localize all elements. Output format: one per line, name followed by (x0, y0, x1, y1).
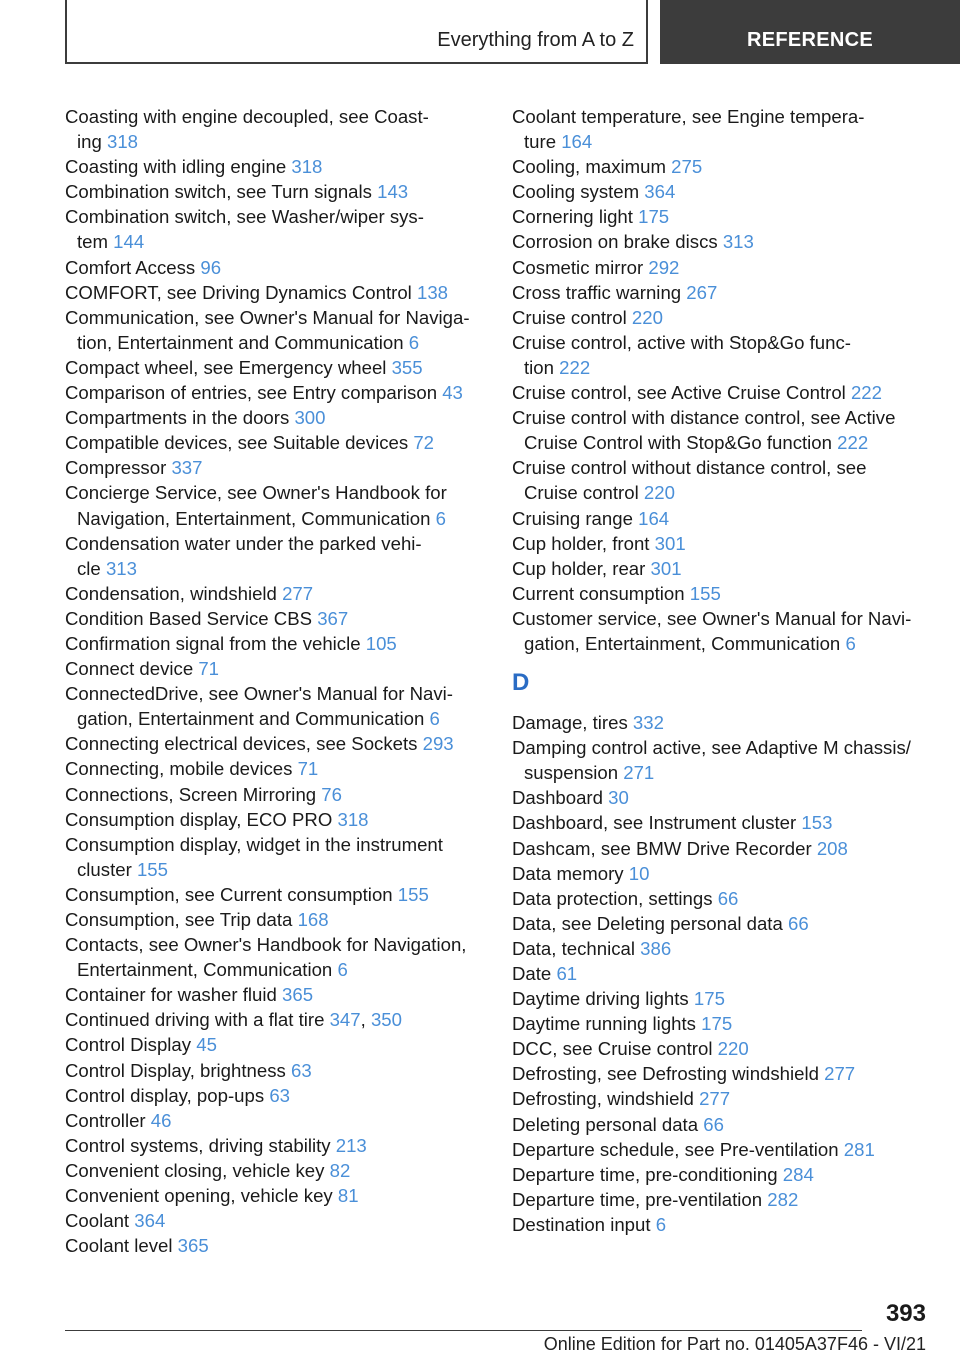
index-entry (512, 936, 937, 961)
entry-text: Departure schedule, see Pre-ventilation (512, 1138, 839, 1160)
page-reference-link[interactable]: 220 (643, 482, 675, 504)
index-entry (65, 882, 485, 907)
index-entry (65, 179, 485, 204)
entry-text: suspension (524, 762, 619, 784)
index-entry (65, 1058, 485, 1083)
entry-text: Data memory (512, 862, 624, 884)
page-reference-link[interactable]: 63 (269, 1084, 290, 1106)
page-reference-link[interactable]: 6 (655, 1213, 667, 1235)
page-reference-link[interactable]: 271 (623, 762, 655, 784)
entry-text: Current consumption (512, 582, 685, 604)
page-reference-link[interactable]: 155 (689, 582, 721, 604)
page-reference-link[interactable]: 164 (561, 131, 593, 153)
page-reference-link[interactable]: 275 (671, 156, 703, 178)
index-entry (65, 756, 485, 781)
entry-text: Controller (65, 1109, 146, 1131)
page-reference-link[interactable]: 138 (417, 281, 449, 303)
index-entry (512, 710, 937, 735)
entry-text: Connections, Screen Mirroring (65, 783, 317, 805)
entry-text: Control systems, driving stability (65, 1134, 331, 1156)
page-reference-link[interactable]: 277 (699, 1088, 731, 1110)
page-reference-link[interactable]: 155 (136, 858, 168, 880)
page-reference-link[interactable]: 337 (171, 457, 203, 479)
entry-text: DCC, see Cruise control (512, 1038, 713, 1060)
entry-text: Cruise control (512, 306, 627, 328)
entry-text: Cross traffic warning (512, 281, 682, 303)
entry-text: Navigation, Entertainment, Communication (77, 507, 431, 529)
page-reference-link[interactable]: 292 (648, 256, 680, 278)
entry-text: Departure time, pre-ventilation (512, 1188, 763, 1210)
entry-text: Connect device (65, 658, 194, 680)
entry-text: Cosmetic mirror (512, 256, 644, 278)
entry-text: Consumption display, ECO PRO (65, 808, 333, 830)
entry-text: gation, Entertainment, Communication (524, 632, 841, 654)
index-entry (512, 785, 937, 810)
page-reference-link[interactable]: 105 (365, 632, 397, 654)
page-reference-link[interactable]: 282 (767, 1188, 799, 1210)
page-reference-link[interactable]: 30 (608, 787, 629, 809)
page-reference-link[interactable]: 222 (850, 382, 882, 404)
entry-text: Dashboard (512, 787, 603, 809)
entry-text: Compartments in the doors (65, 407, 290, 429)
entry-text: Control display, pop-ups (65, 1084, 265, 1106)
section-title: Everything from A to Z (437, 29, 634, 51)
index-entry (512, 405, 937, 455)
page-reference-link[interactable]: 61 (556, 963, 578, 984)
entry-text: Cruise Control with Stop&Go function (524, 432, 832, 454)
index-entry (65, 255, 485, 280)
entry-text: Concierge Service, see Owner's Handbook for (65, 482, 447, 504)
index-entry (65, 1233, 485, 1258)
entry-text: tion (524, 356, 554, 378)
page-reference-link[interactable]: 318 (337, 808, 369, 830)
entry-text: Cruise control, active with Stop&Go func- (512, 331, 851, 353)
index-entry (512, 455, 937, 505)
page-reference-link[interactable]: 220 (631, 306, 663, 328)
index-entry (65, 606, 485, 631)
footer-divider (65, 1330, 862, 1331)
page-reference-link[interactable]: 318 (291, 156, 323, 178)
entry-text: Convenient closing, vehicle key (65, 1159, 325, 1181)
index-entry (512, 886, 937, 911)
index-entry (65, 455, 485, 480)
entry-text: Cruise control with distance control, see Active (512, 407, 896, 429)
page-reference-link[interactable]: 301 (654, 532, 686, 554)
page-reference-link[interactable]: 143 (377, 181, 409, 203)
index-entry (512, 229, 937, 254)
entry-text: Cooling system (512, 181, 640, 203)
page-reference-link[interactable]: 281 (843, 1138, 875, 1160)
entry-text: Cup holder, rear (512, 557, 646, 579)
index-entry (512, 179, 937, 204)
index-entry (512, 861, 937, 886)
index-entry (65, 1158, 485, 1183)
index-entry (65, 656, 485, 681)
entry-text: Compatible devices, see Suitable devices (65, 432, 409, 454)
page-reference-link[interactable]: 300 (294, 407, 326, 429)
page-reference-link[interactable]: 175 (638, 206, 670, 228)
entry-text: Daytime driving lights (512, 988, 689, 1010)
entry-text: gation, Entertainment and Communication (77, 708, 425, 730)
index-entry (512, 606, 937, 656)
index-entry (65, 480, 485, 530)
entry-text: Dashcam, see BMW Drive Recorder (512, 837, 812, 859)
entry-text: Communication, see Owner's Manual for Naviga- (65, 306, 470, 328)
index-column-right (512, 104, 937, 1237)
index-entry (65, 807, 485, 832)
entry-text: tem (77, 231, 108, 253)
entry-text: Control Display, brightness (65, 1059, 286, 1081)
index-entry (65, 1108, 485, 1133)
page-reference-link[interactable]: 168 (297, 909, 329, 930)
index-entry (65, 1183, 485, 1208)
entry-text: Compact wheel, see Emergency wheel (65, 356, 387, 378)
index-entry (65, 982, 485, 1007)
page-reference-link[interactable]: 277 (824, 1063, 856, 1085)
entry-text: Combination switch, see Turn signals (65, 181, 372, 203)
index-entry (512, 1212, 937, 1237)
entry-text: Coolant (65, 1210, 130, 1232)
page-reference-link[interactable]: 82 (329, 1159, 351, 1181)
page-reference-link[interactable]: 81 (337, 1185, 359, 1207)
page-reference-link[interactable]: 222 (837, 432, 869, 454)
entry-text: Deleting personal data (512, 1113, 699, 1135)
index-column-left (65, 104, 485, 1258)
page-reference-link[interactable]: 222 (559, 356, 591, 378)
index-entry (512, 836, 937, 861)
page-reference-link[interactable]: 10 (628, 862, 650, 884)
index-entry (512, 330, 937, 380)
entry-text: Damage, tires (512, 712, 628, 734)
entry-text: ture (524, 131, 557, 153)
index-entry (512, 104, 937, 154)
index-entry (65, 305, 485, 355)
index-entry (65, 1133, 485, 1158)
entry-text: Consumption, see Current consumption (65, 883, 393, 905)
index-entry (65, 355, 485, 380)
page-reference-link[interactable]: 144 (113, 231, 145, 253)
page-reference-link[interactable]: 386 (640, 937, 672, 959)
page-reference-link[interactable]: 6 (845, 632, 856, 654)
entry-text: Connecting, mobile devices (65, 758, 293, 780)
page-reference-link[interactable]: 347 (329, 1009, 361, 1031)
index-entry (512, 506, 937, 531)
index-entry (65, 731, 485, 756)
page-reference-link[interactable]: 155 (397, 883, 429, 905)
index-entry (512, 1061, 937, 1086)
page-reference-link[interactable]: 365 (177, 1235, 209, 1257)
page-reference-link[interactable]: 66 (717, 887, 739, 909)
entry-text: Coolant level (65, 1235, 173, 1257)
page-reference-link[interactable]: 46 (150, 1109, 172, 1131)
entry-text: cluster (77, 858, 132, 880)
page-reference-link[interactable]: 175 (693, 988, 725, 1010)
page-reference-link[interactable]: 71 (198, 658, 220, 680)
section-letter: D (512, 669, 530, 697)
entry-text: Condensation water under the parked vehi- (65, 532, 422, 554)
entry-text: Defrosting, windshield (512, 1088, 694, 1110)
page-reference-link[interactable]: 66 (788, 912, 809, 934)
entry-text: Cruising range (512, 507, 633, 529)
index-entry: Continued driving with a flat tire 347, 350 (65, 1009, 402, 1031)
index-entry (512, 986, 937, 1011)
index-entry (512, 1162, 937, 1187)
entry-text: Comfort Access (65, 256, 196, 278)
page-reference-link[interactable]: 277 (282, 582, 314, 604)
entry-text: Cruise control, see Active Cruise Control (512, 382, 846, 404)
entry-text: Date (512, 963, 552, 984)
index-entry (512, 531, 937, 556)
index-entry (65, 104, 485, 154)
entry-text: Entertainment, Communication (77, 959, 333, 981)
index-entry (512, 961, 937, 986)
index-entry (65, 681, 485, 731)
index-entry (65, 782, 485, 807)
page-reference-link[interactable]: 6 (337, 959, 348, 981)
entry-text: Comparison of entries, see Entry comparison (65, 382, 438, 404)
chapter-label: REFERENCE (746, 29, 874, 51)
entry-text: Condition Based Service CBS (65, 607, 313, 629)
page-reference-link[interactable]: 76 (321, 783, 342, 805)
entry-text: Damping control active, see Adaptive M chassis/ (512, 737, 911, 759)
entry-text: Container for washer fluid (65, 984, 277, 1006)
index-entry (65, 405, 485, 430)
entry-text: ConnectedDrive, see Owner's Manual for Navi- (65, 683, 453, 705)
page-reference-link[interactable]: 313 (722, 231, 754, 253)
entry-text: cle (77, 557, 101, 579)
page-reference-link[interactable]: 175 (701, 1013, 733, 1035)
index-entry (512, 1086, 937, 1111)
entry-text: tion, Entertainment and Communication (77, 331, 404, 353)
page-reference-link[interactable]: 350 (370, 1009, 402, 1031)
index-entry (512, 1011, 937, 1036)
entry-text: Cup holder, front (512, 532, 650, 554)
index-entry (65, 1032, 485, 1057)
entry-text: Combination switch, see Washer/wiper sys- (65, 206, 424, 228)
index-entry (512, 305, 937, 330)
entry-text: Coolant temperature, see Engine tempera- (512, 106, 865, 127)
entry-text: Condensation, windshield (65, 582, 277, 604)
index-entry (65, 832, 485, 882)
entry-text: Cornering light (512, 206, 633, 228)
page-reference-link[interactable]: 267 (686, 281, 718, 303)
entry-text: Continued driving with a flat tire (65, 1009, 325, 1031)
index-entry (512, 255, 937, 280)
index-entry (512, 1137, 937, 1162)
entry-text: Consumption display, widget in the instrument (65, 833, 443, 855)
page-reference-link[interactable]: 43 (442, 382, 463, 404)
entry-text: Defrosting, see Defrosting windshield (512, 1063, 819, 1085)
index-entry (512, 154, 937, 179)
entry-text: Coasting with idling engine (65, 156, 287, 178)
index-entry (65, 154, 485, 179)
entry-text: Cruise control without distance control, see (512, 457, 867, 479)
entry-text: Dashboard, see Instrument cluster (512, 812, 797, 834)
page-reference-link[interactable]: 164 (638, 507, 670, 529)
page-reference-link[interactable]: 332 (632, 712, 664, 734)
entry-text: Contacts, see Owner's Handbook for Navigation, (65, 934, 467, 956)
page-reference-link[interactable]: 208 (816, 837, 848, 859)
index-entry (512, 735, 937, 785)
index-entry (512, 911, 937, 936)
index-entry (65, 531, 485, 581)
page-reference-link[interactable]: 45 (196, 1034, 217, 1056)
entry-text: Departure time, pre-conditioning (512, 1163, 778, 1185)
index-entry (65, 1083, 485, 1108)
index-entry (65, 280, 485, 305)
page-reference-link[interactable]: 293 (422, 733, 454, 755)
index-entry (65, 204, 485, 254)
entry-text: Daytime running lights (512, 1013, 696, 1035)
index-entry (65, 1208, 485, 1233)
page-reference-link[interactable]: 63 (290, 1059, 312, 1081)
index-entry (512, 1187, 937, 1212)
index-entry (512, 1036, 937, 1061)
page-reference-link[interactable]: 313 (105, 557, 137, 579)
page-reference-link[interactable]: 365 (282, 984, 314, 1006)
entry-text: COMFORT, see Driving Dynamics Control (65, 281, 412, 303)
entry-text: Data protection, settings (512, 887, 713, 909)
index-entry (512, 204, 937, 229)
page-reference-link[interactable]: 364 (134, 1210, 166, 1232)
page-reference-link[interactable]: 364 (644, 181, 676, 203)
entry-text: Connecting electrical devices, see Sockets (65, 733, 418, 755)
page-reference-link[interactable]: 284 (782, 1163, 814, 1185)
entry-text: Coasting with engine decoupled, see Coast- (65, 106, 429, 127)
page-reference-link[interactable]: 213 (335, 1134, 367, 1156)
entry-text: Cooling, maximum (512, 156, 666, 178)
index-entry (65, 907, 485, 932)
page-reference-link[interactable]: 367 (317, 607, 349, 629)
chapter-banner (660, 0, 960, 64)
index-entry (512, 380, 937, 405)
page-reference-link[interactable]: 96 (200, 256, 222, 278)
index-entry (512, 556, 937, 581)
index-entry (512, 581, 937, 606)
entry-text: Data, see Deleting personal data (512, 912, 783, 934)
page-reference-link[interactable]: 72 (413, 432, 434, 454)
entry-text: Data, technical (512, 937, 635, 959)
entry-text: Consumption, see Trip data (65, 909, 293, 930)
entry-text: Compressor (65, 457, 167, 479)
page-reference-link[interactable]: 66 (703, 1113, 724, 1135)
page-reference-link[interactable]: 301 (650, 557, 682, 579)
entry-text: Confirmation signal from the vehicle (65, 632, 361, 654)
entry-text: Cruise control (524, 482, 639, 504)
page-reference-link[interactable]: 153 (801, 812, 833, 834)
index-entry (65, 932, 485, 982)
index-entry (65, 380, 485, 405)
index-entry (65, 430, 485, 455)
index-entry (512, 810, 937, 835)
entry-text: Customer service, see Owner's Manual for Navi- (512, 607, 912, 629)
page-reference-link[interactable]: 318 (107, 131, 139, 153)
entry-text: Control Display (65, 1034, 192, 1056)
page-reference-link[interactable]: 6 (429, 708, 440, 730)
index-entry (512, 280, 937, 305)
page-reference-link[interactable]: 220 (717, 1038, 749, 1060)
header-tab (65, 0, 648, 64)
footer-edition: Online Edition for Part no. 01405A37F46 - VI/21 (543, 1334, 926, 1354)
page-reference-link[interactable]: 6 (435, 507, 446, 529)
entry-text: Destination input (512, 1213, 651, 1235)
index-entry (512, 1112, 937, 1137)
entry-text: ing (77, 131, 102, 153)
page-reference-link[interactable]: 6 (408, 331, 420, 353)
entry-text: Corrosion on brake discs (512, 231, 718, 253)
page-reference-link[interactable]: 355 (391, 356, 423, 378)
page-number: 393 (885, 1300, 926, 1327)
index-entry (65, 631, 485, 656)
entry-text: Convenient opening, vehicle key (65, 1185, 333, 1207)
page-reference-link[interactable]: 71 (297, 758, 319, 780)
index-entry (65, 581, 485, 606)
